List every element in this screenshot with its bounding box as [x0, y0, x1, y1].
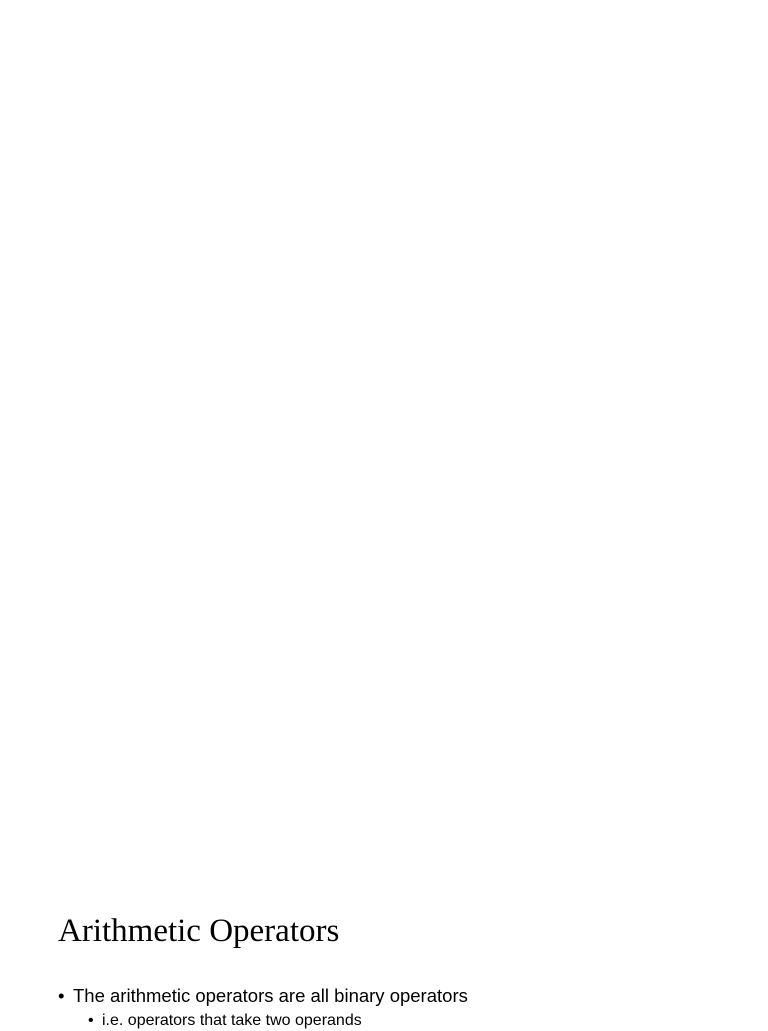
- slide-heading: Arithmetic Operators: [58, 913, 340, 949]
- bullet-item: • The arithmetic operators are all binary operators: [58, 984, 468, 1009]
- sub-bullet-item: • i.e. operators that take two operands: [88, 1011, 362, 1031]
